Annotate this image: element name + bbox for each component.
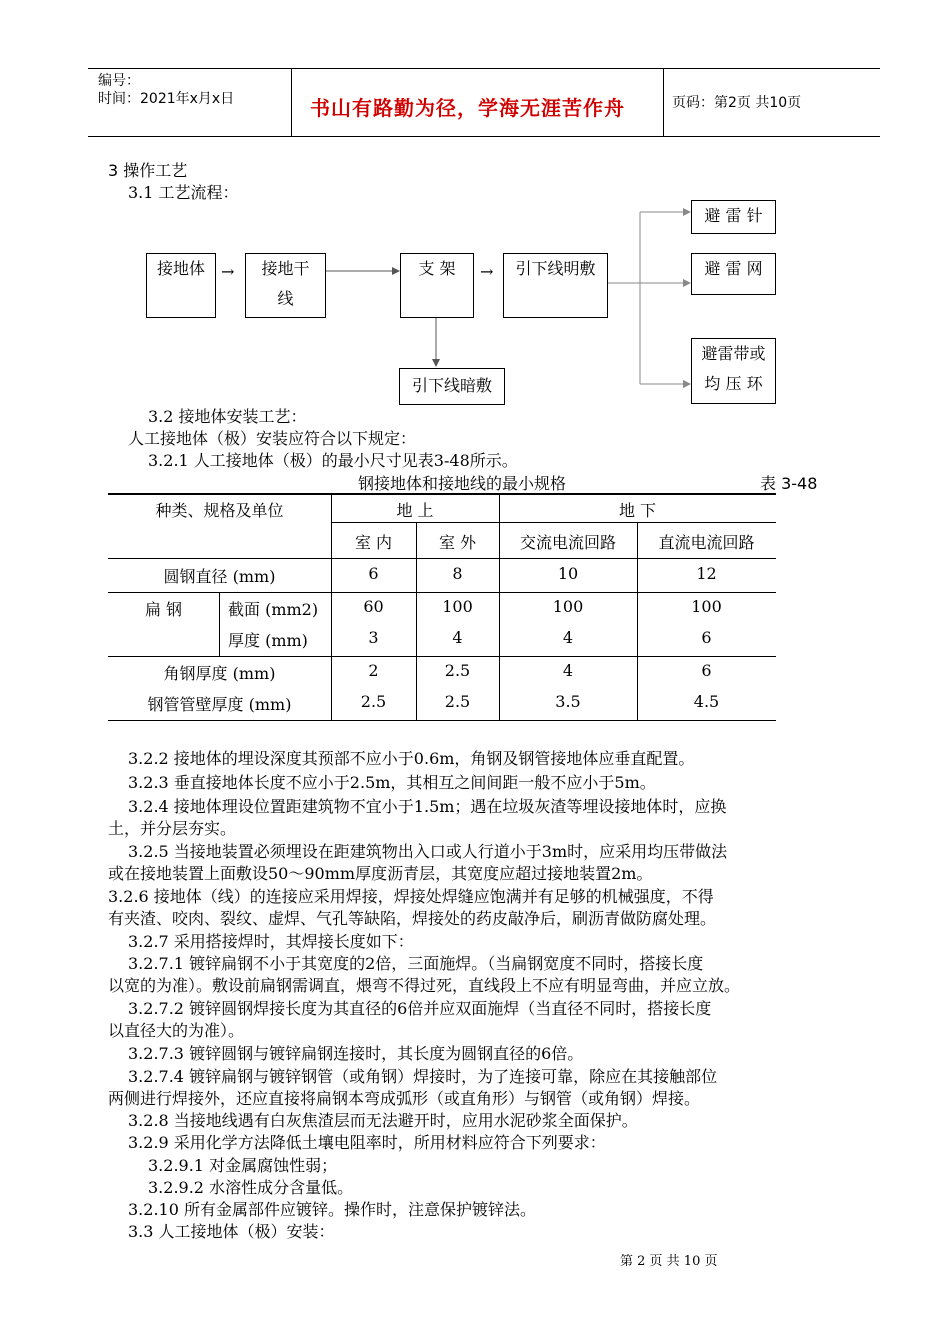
para-3-2-7: 3.2.7 采用搭接焊时，其焊接长度如下： — [128, 932, 414, 951]
table-rule — [331, 522, 776, 523]
table-rule — [108, 558, 776, 559]
flow-arrow-1: → — [221, 262, 235, 281]
flow-node-grounding-body — [146, 253, 216, 318]
table-cell: 60 — [363, 597, 384, 616]
table-cell: 6 — [701, 661, 712, 680]
table-cell: 4.5 — [693, 692, 720, 711]
flow-node-label: 避雷带或 — [701, 344, 766, 363]
section-3-1: 3.1 工艺流程： — [128, 183, 239, 202]
para-3-2-7-3: 3.2.7.3 镀锌圆钢与镀锌扁钢连接时，其长度为圆钢直径的6倍。 — [128, 1044, 584, 1063]
table-cell: 2 — [368, 661, 379, 680]
flow-node-concealed-downlead — [399, 368, 505, 405]
table-cell: 100 — [552, 597, 584, 616]
para-3-2-10: 3.2.10 所有金属部件应镀锌。操作时，注意保护镀锌法。 — [128, 1200, 536, 1219]
table-cell: 2.5 — [360, 692, 387, 711]
flow-node-lightning-rod — [691, 200, 776, 234]
para-3-2-7-4-cont: 两侧进行焊接外，还应直接将扁钢本弯成弧形（或直角形）与钢管（或角钢）焊接。 — [108, 1089, 701, 1108]
table-cell: 2.5 — [444, 692, 471, 711]
para-3-2-9-2: 3.2.9.2 水溶性成分含量低。 — [148, 1178, 354, 1197]
para-3-2-4-cont: 土，并分层夯实。 — [108, 819, 237, 838]
table-row-label: 角钢厚度 (mm) — [163, 664, 276, 683]
table-cell: 8 — [452, 564, 463, 583]
table-cell: 10 — [557, 564, 579, 583]
para-3-2-7-4: 3.2.7.4 镀锌扁钢与镀锌钢管（或角钢）焊接时，为了连接可靠，除应在其接触部位 — [128, 1067, 718, 1086]
header-motto: 书山有路勤为径，学海无涯苦作舟 — [310, 96, 625, 120]
flow-node-label: 接地干 — [261, 259, 310, 278]
flow-node-lightning-strip — [691, 338, 776, 404]
table-bottom-rule — [108, 720, 776, 721]
header-code-label: 编号： — [98, 73, 140, 89]
table-cell: 3.5 — [555, 692, 581, 711]
para-3-2-6-cont: 有夹渣、咬肉、裂纹、虚焊、气孔等缺陷，焊接处的药皮敲净后，刷沥青做防腐处理。 — [108, 909, 717, 928]
section-3-3: 3.3 人工接地体（极）安装： — [128, 1222, 335, 1241]
para-3-2-2: 3.2.2 接地体的埋设深度其预部不应小于0.6m，角钢及钢管接地体应垂直配置。 — [128, 749, 695, 768]
para-3-2-7-1-cont: 以宽的为准）。敷设前扁钢需调直，煨弯不得过死，直线段上不应有明显弯曲，并应立放。 — [108, 976, 741, 995]
flow-node-lightning-net — [691, 253, 776, 295]
table-row-sublabel: 厚度 (mm) — [228, 631, 308, 650]
para-3-2-7-2-cont: 以直径大的为准）。 — [108, 1021, 245, 1040]
table-col-rule — [219, 592, 220, 656]
para-3-2-9-1: 3.2.9.1 对金属腐蚀性弱； — [148, 1156, 338, 1175]
header-page-label: 页码：第2页 共10页 — [672, 95, 802, 111]
header-time-label: 时间：2021年x月x日 — [98, 91, 235, 107]
footer-page-number: 第 2 页 共 10 页 — [620, 1254, 718, 1269]
table-col-ac: 交流电流回路 — [519, 533, 616, 552]
section-3-2-intro: 人工接地体（极）安装应符合以下规定： — [128, 429, 417, 448]
table-head-type: 种类、规格及单位 — [155, 501, 284, 520]
table-cell: 4 — [452, 628, 463, 647]
table-cell: 100 — [442, 597, 473, 616]
flow-node-label: 支 架 — [418, 259, 456, 278]
flow-node-label: 引下线明敷 — [515, 259, 596, 278]
table-head-above: 地 上 — [396, 501, 434, 520]
para-3-2-5-cont: 或在接地装置上面敷设50～90mm厚度沥青层，其宽度应超过接地装置2m。 — [108, 864, 653, 883]
para-3-2-1: 3.2.1 人工接地体（极）的最小尺寸见表3-48所示。 — [148, 451, 518, 470]
table-row-label: 圆钢直径 (mm) — [163, 567, 276, 586]
flow-node-label: 线 — [277, 289, 294, 308]
flow-arrow-2: → — [480, 262, 494, 281]
flow-node-exposed-downlead — [503, 253, 608, 318]
table-col-outdoor: 室 外 — [438, 533, 477, 552]
flow-diagram-connectors — [0, 0, 950, 420]
table-row-sublabel: 截面 (mm2) — [228, 600, 319, 619]
para-3-2-7-2: 3.2.7.2 镀锌圆钢焊接长度为其直径的6倍并应双面施焊（当直径不同时，搭接长度 — [128, 999, 712, 1018]
table-col-indoor: 室 内 — [354, 533, 393, 552]
section-3-2-title: 3.2 接地体安装工艺： — [148, 407, 307, 426]
para-3-2-4: 3.2.4 接地体理设位置距建筑物不宜小于1.5m；遇在垃圾灰渣等埋设接地体时，应换 — [128, 797, 727, 816]
para-3-2-9: 3.2.9 采用化学方法降低土壤电阻率时，所用材料应符合下列要求： — [128, 1133, 606, 1152]
table-row-label: 扁 钢 — [144, 600, 183, 619]
table-cell: 6 — [701, 628, 712, 647]
table-caption: 钢接地体和接地线的最小规格 — [358, 474, 567, 493]
section-heading: 3 操作工艺 — [108, 161, 188, 180]
flow-node-label: 避 雷 针 — [704, 206, 763, 225]
table-cell: 4 — [562, 628, 574, 647]
table-cell: 6 — [368, 564, 379, 583]
para-3-2-3: 3.2.3 垂直接地体长度不应小于2.5m，其相互之间间距一般不应小于5m。 — [128, 773, 656, 792]
table-top-rule — [108, 493, 776, 495]
flow-node-grounding-trunk — [245, 253, 326, 318]
table-cell: 2.5 — [444, 661, 471, 680]
flow-node-label: 避 雷 网 — [704, 259, 763, 278]
para-3-2-7-1: 3.2.7.1 镀锌扁钢不小于其宽度的2倍，三面施焊。（当扁钢宽度不同时，搭接长度 — [128, 954, 704, 973]
table-cell: 100 — [691, 597, 722, 616]
table-col-dc: 直流电流回路 — [658, 533, 755, 552]
table-cell: 4 — [562, 661, 574, 680]
table-head-below: 地 下 — [618, 501, 657, 520]
para-3-2-8: 3.2.8 当接地线遇有白灰焦渣层而无法避开时，应用水泥砂浆全面保护。 — [128, 1111, 638, 1130]
para-3-2-5: 3.2.5 当接地装置必须埋设在距建筑物出入口或人行道小于3m时，应采用均压带做法 — [128, 842, 728, 861]
para-3-2-6: 3.2.6 接地体（线）的连接应采用焊接，焊接处焊缝应饱满并有足够的机械强度，不得 — [108, 887, 714, 906]
flow-node-label: 引下线暗敷 — [411, 376, 492, 395]
flow-node-label: 接地体 — [156, 259, 205, 278]
table-row-label: 钢管管壁厚度 (mm) — [147, 695, 292, 714]
table-rule — [108, 656, 776, 657]
table-rule — [108, 592, 776, 593]
table-number: 表 3-48 — [760, 474, 818, 493]
flow-node-label: 均 压 环 — [704, 374, 763, 393]
flow-node-bracket — [400, 253, 474, 318]
table-cell: 12 — [696, 564, 717, 583]
table-cell: 3 — [368, 628, 379, 647]
